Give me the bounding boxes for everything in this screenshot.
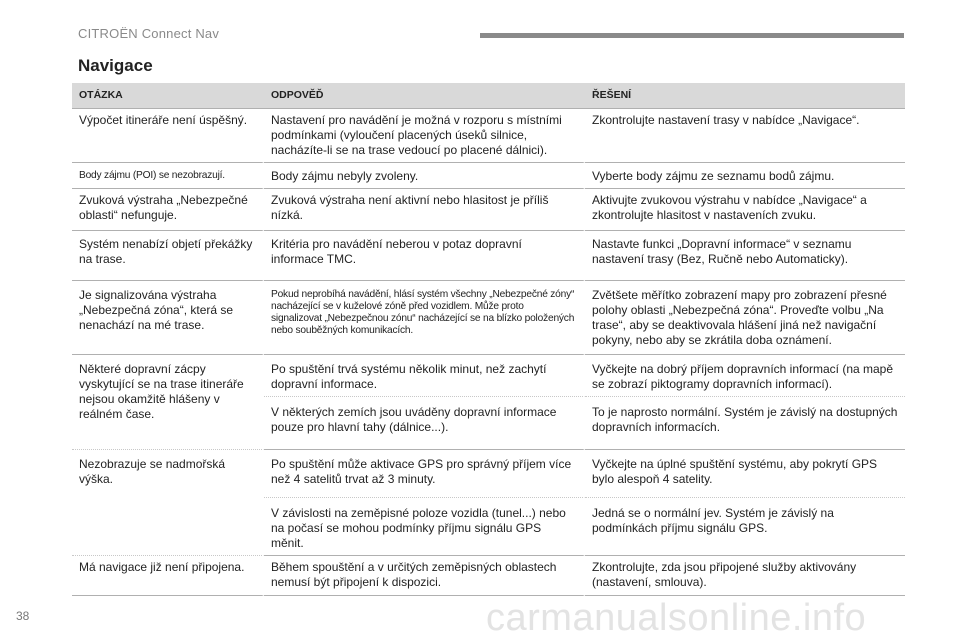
solution-cell: To je naprosto normální. Systém je závislý na dostupných dopravních informacích.	[585, 397, 905, 450]
question-cell: Zvuková výstraha „Nebezpečné oblasti“ nefunguje.	[72, 189, 264, 231]
column-header-question: OTÁZKA	[72, 83, 264, 109]
answer-cell: V závislosti na zeměpisné poloze vozidla (tunel...) nebo na počasí se mohou podmínky příjmu signálu GPS měnit.	[264, 498, 585, 556]
table-row	[72, 163, 905, 189]
solution-cell: Zkontrolujte nastavení trasy v nabídce „Navigace“.	[585, 109, 905, 163]
question-cell: Má navigace již není připojena.	[72, 556, 264, 596]
answer-cell: Po spuštění trvá systému několik minut, než zachytí dopravní informace.	[264, 355, 585, 397]
solution-cell: Jedná se o normální jev. Systém je závislý na podmínkách příjmu signálu GPS.	[585, 498, 905, 556]
answer-cell: Kritéria pro navádění neberou v potaz dopravní informace TMC.	[264, 231, 585, 281]
header-divider	[480, 33, 904, 38]
solution-cell: Zkontrolujte, zda jsou připojené služby aktivovány (nastavení, smlouva).	[585, 556, 905, 596]
table-row	[72, 281, 905, 355]
answer-cell: Zvuková výstraha není aktivní nebo hlasitost je příliš nízká.	[264, 189, 585, 231]
brand-title: CITROËN Connect Nav	[78, 26, 220, 41]
answer-cell: Během spouštění a v určitých zeměpisných oblastech nemusí být připojení k dispozici.	[264, 556, 585, 596]
solution-cell: Nastavte funkci „Dopravní informace“ v seznamu nastavení trasy (Bez, Ručně nebo Automaticky).	[585, 231, 905, 281]
question-cell: Některé dopravní zácpy vyskytující se na trase itineráře nejsou okamžitě hlášeny v reálném čase.	[72, 355, 264, 450]
solution-cell: Aktivujte zvukovou výstrahu v nabídce „Navigace“ a zkontrolujte hlasitost v nastaveních zvuku.	[585, 189, 905, 231]
question-cell: Je signalizována výstraha „Nebezpečná zóna“, která se nenachází na mé trase.	[72, 281, 264, 355]
table-row	[72, 556, 905, 596]
section-title: Navigace	[78, 56, 153, 75]
table-row	[72, 450, 905, 498]
question-cell: Systém nenabízí objetí překážky na trase.	[72, 231, 264, 281]
answer-cell: Nastavení pro navádění je možná v rozporu s místními podmínkami (vyloučení placených úseků silnice, nacházíte-li se na trase vedoucí po placené dálnici).	[264, 109, 585, 163]
column-header-solution: ŘEŠENÍ	[585, 83, 905, 109]
question-cell: Nezobrazuje se nadmořská výška.	[72, 450, 264, 556]
answer-cell: Pokud neprobíhá navádění, hlásí systém všechny „Nebezpečné zóny“ nacházející se v kuželové zóně před vozidlem. Může proto signalizovat „Nebezpečnou zónu“ nacházející se na blízko položených nebo souběžných komunikacích.	[264, 281, 585, 355]
table-row	[72, 189, 905, 231]
watermark: carmanualsonline.info	[486, 597, 867, 639]
solution-cell: Vyčkejte na dobrý příjem dopravních informací (na mapě se zobrazí piktogramy dopravních informací).	[585, 355, 905, 397]
solution-cell: Vyberte body zájmu ze seznamu bodů zájmu.	[585, 163, 905, 189]
troubleshooting-table	[72, 83, 905, 596]
answer-cell: Po spuštění může aktivace GPS pro správný příjem více než 4 satelitů trvat až 3 minuty.	[264, 450, 585, 498]
question-cell: Výpočet itineráře není úspěšný.	[72, 109, 264, 163]
solution-cell: Vyčkejte na úplné spuštění systému, aby pokrytí GPS bylo alespoň 4 satelity.	[585, 450, 905, 498]
table-row	[72, 109, 905, 163]
answer-cell: V některých zemích jsou uváděny dopravní informace pouze pro hlavní tahy (dálnice...).	[264, 397, 585, 450]
question-cell: Body zájmu (POI) se nezobrazují.	[72, 163, 264, 189]
table-row	[72, 355, 905, 397]
table-row	[72, 231, 905, 281]
column-header-answer: ODPOVĚĎ	[264, 83, 585, 109]
page-number: 38	[16, 609, 30, 623]
table-header-row	[72, 83, 905, 109]
solution-cell: Zvětšete měřítko zobrazení mapy pro zobrazení přesné polohy oblasti „Nebezpečná zóna“. Proveďte volbu „Na trase“, aby se deaktivovala hlášení jiná než navigační pokyny, nebo aby se zkrátila doba oznámení.	[585, 281, 905, 355]
answer-cell: Body zájmu nebyly zvoleny.	[264, 163, 585, 189]
